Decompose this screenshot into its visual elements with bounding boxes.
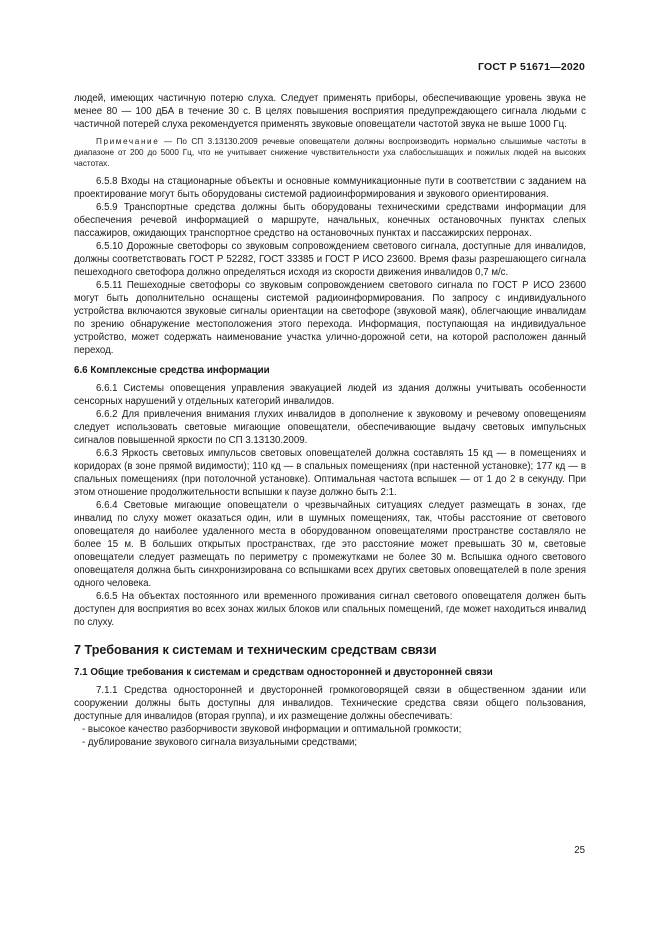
paragraph-6-5-10: 6.5.10 Дорожные светофоры со звуковым сопровождением светового сигнала, доступные для инвалидов, должны соответствовать ГОСТ Р 52282, ГОСТ 33385 и ГОСТ Р ИСО 23600. Время фазы разрешающего сигнала пешеходного светофора должно определяться исходя из скорости движения инвалидов 0,7 м/с. [74, 241, 586, 278]
note-label: Примечание [96, 137, 160, 146]
note [74, 136, 586, 169]
heading-7: 7 Требования к системам и техническим средствам связи [74, 643, 437, 657]
heading-6-6: 6.6 Комплексные средства информации [74, 365, 270, 376]
heading-7-1: 7.1 Общие требования к системам и средствам односторонней и двусторонней связи [74, 667, 493, 678]
document-code: ГОСТ Р 51671—2020 [477, 61, 585, 73]
paragraph-6-6-2: 6.6.2 Для привлечения внимания глухих инвалидов в дополнение к звуковому и речевому оповещениям следует использовать световые мигающие оповещатели, обеспечивающие выдачу световых импульсных сигналов повышенной яркости по СП 3.13130.2009. [74, 409, 586, 446]
paragraph-6-5-8: 6.5.8 Входы на стационарные объекты и основные коммуникационные пути в соответствии с заданием на проектирование могут быть оборудованы системой радиоинформирования и звукового ориентирования. [74, 176, 586, 200]
paragraph-6-6-5: 6.6.5 На объектах постоянного или временного проживания сигнал светового оповещателя должен быть доступен для восприятия во всех зонах жилых блоков или спальных помещений, где может находиться инвалид по слуху. [74, 591, 586, 628]
paragraph-6-6-4: 6.6.4 Световые мигающие оповещатели о чрезвычайных ситуациях следует размещать в зонах, где инвалид по слуху может оказаться один, или в шумных помещениях, так, чтобы расстояние от светового оповещателя до наиболее удаленного места в оборудованном оповещателями пространстве составляло не более 15 м. В больших открытых пространствах, где это расстояние может превышать 30 м, световые оповещатели следует размещать по периметру с промежутками не более 30 м. Вспышка одного светового оповещателя должна быть синхронизирована со вспышками всех других световых оповещателей в поле зрения одного человека. [74, 500, 586, 589]
paragraph-6-6-1: 6.6.1 Системы оповещения управления эвакуацией людей из здания должны учитывать особенности сенсорных нарушений у отдельных категорий инвалидов. [74, 383, 586, 407]
paragraph-6-5-11: 6.5.11 Пешеходные светофоры со звуковым сопровождением светового сигнала по ГОСТ Р ИСО 23600 могут быть дополнительно оснащены системой радиоинформирования. По запросу с индивидуального устройства включаются звуковые сигналы ориентации на светофоре (звуковой маяк), облегчающие инвалидам по зрению обнаружение местоположения этого перехода. Информация, поступающая на индивидуальное устройство, может содержать наименование участка улично-дорожной сети, на которой расположен данный переход. [74, 280, 586, 356]
list-item: - дублирование звукового сигнала визуальными средствами; [82, 737, 358, 748]
paragraph-6-6-3: 6.6.3 Яркость световых импульсов световых оповещателей должна составлять 15 кд — в помещениях и коридорах (в зоне прямой видимости); 110 кд — в спальных помещениях (при настенной установке); 177 кд — в спальных помещениях (при потолочной установке). Оптимальная частота вспышек — от 1 до 2 в секунду. При этом отношение продолжительности вспышки к паузе должно быть 2:1. [74, 448, 586, 498]
page-number: 25 [574, 845, 585, 856]
paragraph-6-5-9: 6.5.9 Транспортные средства должны быть оборудованы техническими средствами информации для обеспечения речевой информацией о маршруте, начальных, конечных остановочных пунктах слепых пассажиров, ожидающих транспортное средство на остановочных пунктах и пассажирских перронах. [74, 202, 586, 239]
paragraph-7-1-1: 7.1.1 Средства односторонней и двусторонней громкоговорящей связи в общественном здании или сооружении должны быть доступны для инвалидов. Технические средства связи общего пользования, доступные для инвалидов (вторая группа), и их размещение должны обеспечивать: [74, 685, 586, 722]
page-body [74, 92, 586, 749]
note-text: — По СП 3.13130.2009 речевые оповещатели должны воспроизводить нормально слышимые частоты в диапазоне от 200 до 5000 Гц, что не учитывает снижение чувствительности уха слабослышащих и пожилых людей на высоких частотах. [74, 137, 586, 168]
list-7-1-1 [74, 723, 586, 749]
list-item: - высокое качество разборчивости звуковой информации и оптимальной громкости; [82, 724, 462, 735]
paragraph-intro: людей, имеющих частичную потерю слуха. Следует применять приборы, обеспечивающие уровень звука не менее 80 — 100 дБА в течение 30 с. В целях повышения восприятия предупреждающего сигнала людьми с частичной потерей слуха рекомендуется применять звуковые оповещатели частотой звука не выше 1000 Гц. [74, 93, 586, 130]
